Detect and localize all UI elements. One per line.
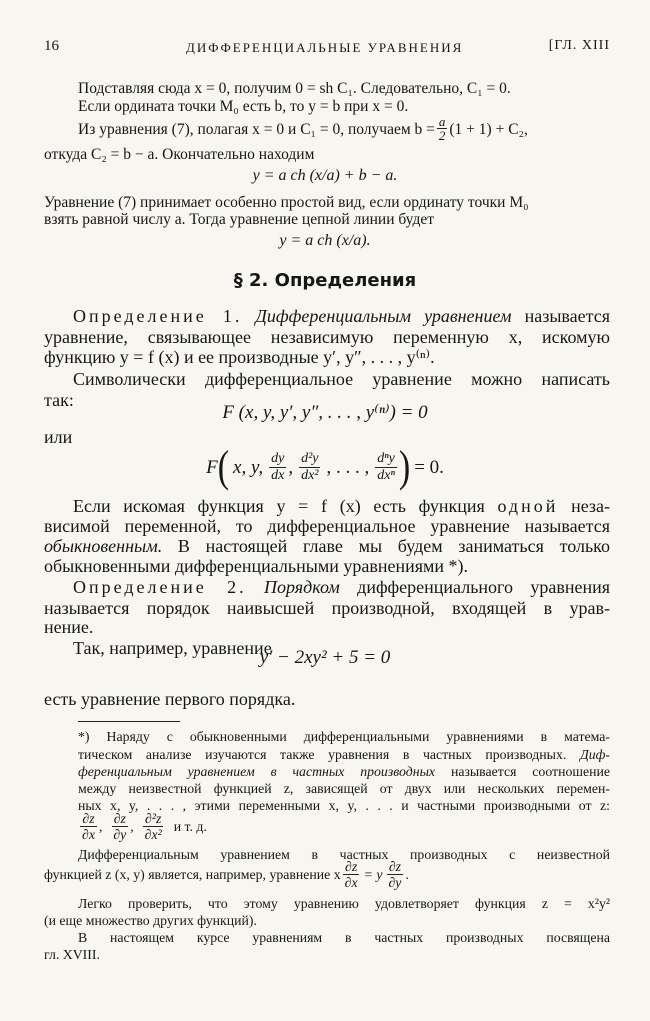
footnote-line: Легко проверить, что этому уравнению удовлетворяет функция z = x²y² bbox=[78, 896, 610, 911]
footnote-line: гл. XVIII. bbox=[44, 947, 100, 962]
function-symbol: F bbox=[206, 457, 218, 478]
partial-fraction bbox=[80, 812, 97, 843]
text-line: Подставляя сюда x = 0, получим 0 = sh C₁. Следовательно, C₁ = 0. bbox=[78, 80, 511, 97]
text-line: так: bbox=[44, 390, 74, 410]
definition-label: Определение 2. bbox=[73, 577, 247, 597]
fraction bbox=[269, 452, 286, 483]
fraction bbox=[375, 452, 397, 483]
text-line: Так, например, уравнение bbox=[73, 638, 272, 658]
text-fragment: Если искомая функция y = f (x) есть функция bbox=[73, 496, 485, 516]
footnote-line bbox=[78, 810, 207, 844]
text-fragment: x, y, bbox=[233, 457, 264, 478]
comma: , bbox=[130, 819, 141, 835]
partial-fraction bbox=[111, 812, 128, 843]
spaced-emphasis: одной bbox=[497, 496, 559, 516]
text-line: называется порядок наивысшей производной, входящей в урав- bbox=[44, 598, 610, 618]
text-line: Уравнение (7) принимает особенно простой вид, если ординату точки M₀ bbox=[44, 194, 529, 211]
text-line bbox=[73, 495, 610, 517]
italic-term: Диф- bbox=[579, 747, 611, 762]
equation: y = a ch (x/a) + b − a. bbox=[252, 167, 398, 184]
fraction-denominator: dx² bbox=[301, 468, 319, 484]
text-fragment: функцией z (x, y) является, например, уравнение x bbox=[44, 867, 341, 883]
text-line: Если ордината точки M₀ есть b, то y = b при x = 0. bbox=[78, 98, 409, 115]
partial-fraction bbox=[143, 812, 164, 843]
text-fragment: Из уравнения (7), полагая x = 0 и C₁ = 0, получаем b = bbox=[78, 120, 435, 138]
fraction bbox=[437, 115, 448, 144]
footnote-line: *) Наряду с обыкновенными дифференциальными уравнениями в матема- bbox=[78, 729, 610, 744]
fraction-numerator: dy bbox=[271, 451, 285, 467]
fraction-denominator: ∂x bbox=[82, 827, 95, 843]
text-line: висимой переменной, то дифференциальное уравнение называется bbox=[44, 516, 610, 536]
text-fragment: дифференциального уравнения bbox=[357, 577, 610, 597]
text-fragment: (1 + 1) + C₂, bbox=[449, 120, 528, 138]
left-parenthesis: ( bbox=[217, 443, 230, 492]
text-line: или bbox=[44, 427, 73, 447]
text-line: нение. bbox=[44, 617, 94, 637]
partial-fraction bbox=[386, 860, 403, 891]
text-fragment: и т. д. bbox=[173, 819, 207, 835]
defined-term: Порядком bbox=[264, 577, 340, 597]
footnote-line bbox=[44, 858, 610, 892]
chapter-title: ДИФФЕРЕНЦИАЛЬНЫЕ УРАВНЕНИЯ bbox=[186, 40, 464, 55]
comma: , bbox=[288, 457, 294, 478]
text-line: взять равной числу a. Тогда уравнение цепной линии будет bbox=[44, 211, 434, 228]
text-fragment: неза- bbox=[571, 496, 610, 516]
text-line: откуда C₂ = b − a. Окончательно находим bbox=[44, 146, 315, 163]
text-line: Символически дифференциальное уравнение можно написать bbox=[73, 369, 610, 389]
italic-term: ференциальным уравнением в частных производных bbox=[78, 764, 436, 779]
definition-label: Определение 1. bbox=[73, 306, 243, 326]
fraction bbox=[299, 452, 320, 483]
equation: F (x, y, y′, y″, . . . , y⁽ⁿ⁾) = 0 bbox=[222, 402, 428, 423]
text-line bbox=[78, 113, 610, 145]
fraction-numerator: ∂z bbox=[113, 810, 126, 826]
footnote-line: В настоящем курсе уравнениям в частных производных посвящена bbox=[78, 930, 610, 945]
running-header bbox=[44, 38, 610, 60]
footnote-line: ных x, y, . . . , этими переменными x, y, . . . и частными производными от z: bbox=[78, 798, 610, 813]
fraction-numerator: a bbox=[438, 113, 446, 129]
fraction-numerator: d²y bbox=[301, 451, 319, 467]
fraction-denominator: dx bbox=[271, 468, 285, 484]
defined-term: обыкновенным. bbox=[44, 536, 163, 556]
section-title: § 2. Определения bbox=[233, 270, 417, 291]
footnote-rule bbox=[78, 721, 180, 722]
text-fragment: называется соотношение bbox=[450, 764, 610, 779]
fraction-numerator: ∂z bbox=[82, 810, 95, 826]
text-fragment: называется bbox=[524, 306, 611, 326]
page-number: 16 bbox=[44, 38, 59, 54]
chapter-reference: [ГЛ. XIII bbox=[548, 38, 610, 53]
definition-line bbox=[73, 576, 610, 598]
text-fragment: В настоящей главе мы будем заниматься только bbox=[177, 536, 610, 556]
text-fragment: = y bbox=[363, 867, 383, 883]
text-line bbox=[44, 535, 610, 557]
text-fragment: , . . . , bbox=[326, 457, 370, 478]
footnote-line bbox=[78, 763, 610, 781]
fraction-denominator: ∂y bbox=[113, 827, 127, 843]
text-line: обыкновенными дифференциальными уравнениями *). bbox=[44, 556, 469, 576]
fraction-numerator: ∂z bbox=[388, 858, 402, 874]
footnote-line bbox=[78, 746, 610, 764]
fraction-numerator: ∂z bbox=[345, 858, 358, 874]
text-fragment: = 0. bbox=[414, 457, 444, 478]
footnote-line: (и еще множество других функций). bbox=[44, 913, 257, 928]
fraction-denominator: ∂x² bbox=[144, 827, 162, 843]
fraction-denominator: ∂x bbox=[344, 875, 358, 891]
text-line: функцию y = f (x) и ее производные y′, y″, . . . , y⁽ⁿ⁾. bbox=[44, 347, 435, 367]
text-fragment: тическом анализе изучаются также уравнения в частных производных. bbox=[78, 747, 567, 762]
equation: y′ − 2xy² + 5 = 0 bbox=[259, 647, 391, 668]
equation bbox=[0, 442, 650, 494]
text-line: есть уравнение первого порядка. bbox=[44, 689, 296, 709]
comma: , bbox=[98, 819, 110, 835]
fraction-denominator: dxⁿ bbox=[377, 468, 395, 484]
text-line: уравнение, связывающее независимую переменную x, искомую bbox=[44, 327, 610, 347]
partial-fraction bbox=[343, 860, 360, 891]
fraction-denominator: 2 bbox=[438, 128, 446, 144]
footnote-line: между неизвестной функцией z, зависящей от двух или нескольких перемен- bbox=[78, 781, 610, 796]
fraction-denominator: ∂y bbox=[388, 875, 402, 891]
period: . bbox=[405, 867, 409, 883]
fraction-numerator: dⁿy bbox=[377, 451, 395, 467]
footnote-line: Дифференциальным уравнением в частных производных с неизвестной bbox=[78, 847, 610, 862]
defined-term: Дифференциальным уравнением bbox=[255, 306, 512, 326]
definition-line bbox=[73, 305, 610, 327]
right-parenthesis: ) bbox=[398, 443, 411, 492]
equation: y = a ch (x/a). bbox=[279, 232, 371, 249]
fraction-numerator: ∂²z bbox=[145, 810, 162, 826]
